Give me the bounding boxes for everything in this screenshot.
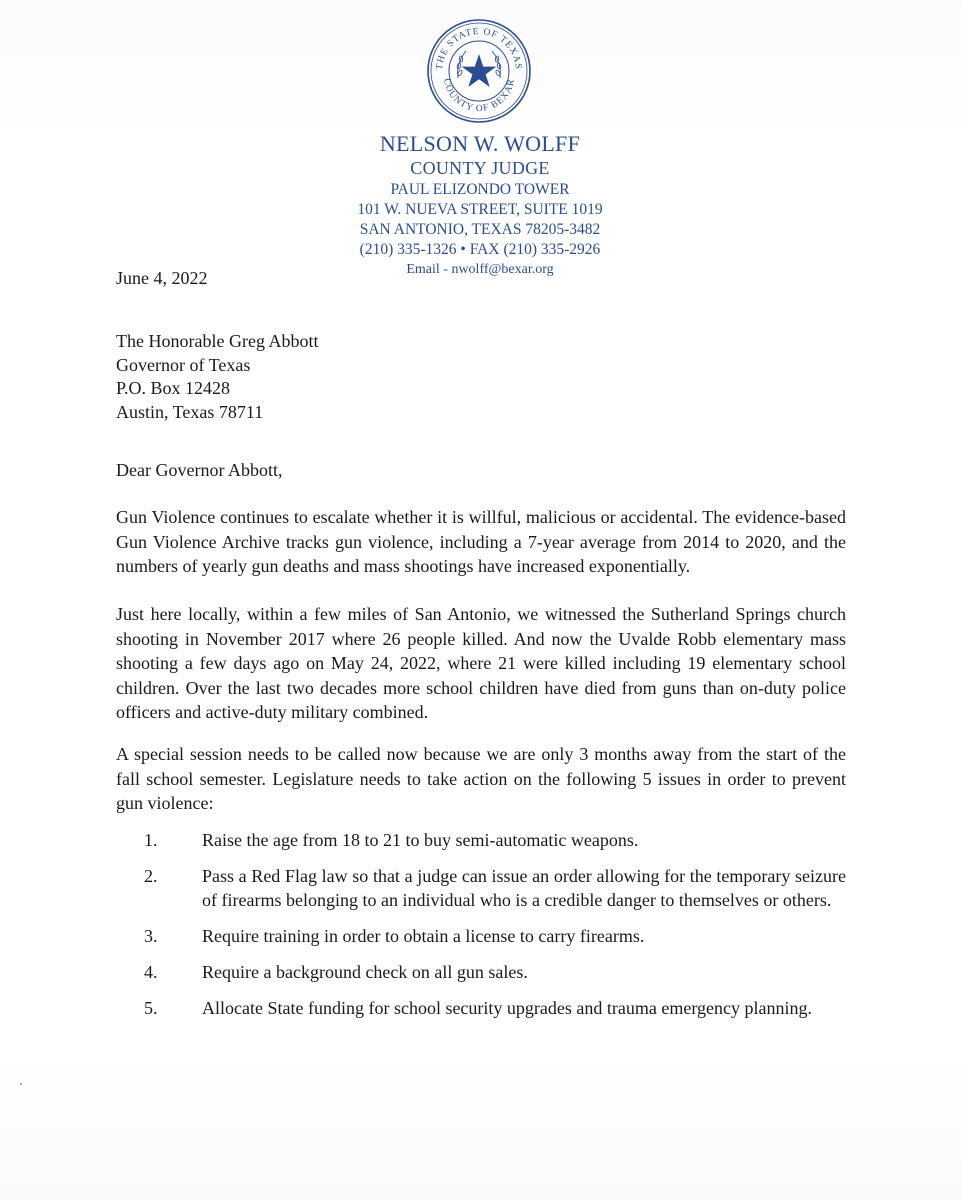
- paragraph-3: A special session needs to be called now because we are only 3 months away from the start of the fall school semester. Legislature needs to take action on the following 5 issues in order to prevent gun violence:: [116, 744, 846, 813]
- letterhead: [300, 131, 660, 280]
- county-seal-icon: [426, 18, 532, 124]
- list-item: [116, 960, 846, 984]
- seal-outer-text: THE STATE OF TEXAS: [434, 26, 524, 71]
- letterhead-city: SAN ANTONIO, TEXAS 78205-3482: [359, 221, 601, 238]
- paragraph-1: Gun Violence continues to escalate whether it is willful, malicious or accidental. The evidence-based Gun Violence Archive tracks gun violence, including a 7-year average from 2014 to 2020, and the numbers of yearly gun deaths and mass shootings have increased exponentially.: [116, 507, 846, 576]
- recipient-line: The Honorable Greg Abbott: [116, 331, 319, 351]
- seal-inner-text: COUNTY OF BEXAR: [441, 77, 517, 115]
- issues-list: [116, 828, 846, 1032]
- letter-date: June 4, 2022: [116, 268, 208, 288]
- list-item-number: 2.: [144, 866, 158, 886]
- list-item-text: Pass a Red Flag law so that a judge can issue an order allowing for the temporary seizure of firearms belonging to an individual who is a credible danger to themselves or others.: [202, 866, 846, 910]
- list-item-text: Require a background check on all gun sales.: [202, 962, 528, 982]
- list-item-number: 3.: [144, 926, 158, 946]
- list-item: [116, 996, 846, 1020]
- list-item-number: 4.: [144, 962, 158, 982]
- list-item: [116, 828, 846, 852]
- list-item: [116, 924, 846, 948]
- recipient-line: P.O. Box 12428: [116, 378, 231, 398]
- letterhead-name: NELSON W. WOLFF: [379, 131, 581, 156]
- letterhead-title: COUNTY JUDGE: [410, 158, 550, 178]
- list-item: [116, 864, 846, 912]
- list-item-text: Raise the age from 18 to 21 to buy semi-automatic weapons.: [202, 830, 639, 850]
- svg-text:COUNTY OF BEXAR: [441, 78, 517, 114]
- recipient-line: Governor of Texas: [116, 354, 251, 375]
- list-item-text: Require training in order to obtain a license to carry firearms.: [202, 926, 645, 946]
- letterhead-building: PAUL ELIZONDO TOWER: [390, 181, 570, 198]
- list-item-text: Allocate State funding for school security upgrades and trauma emergency planning.: [202, 998, 812, 1018]
- list-item-number: 1.: [144, 830, 158, 850]
- salutation: Dear Governor Abbott,: [116, 460, 283, 480]
- recipient-address: [116, 330, 318, 424]
- letterhead-street: 101 W. NUEVA STREET, SUITE 1019: [357, 201, 603, 218]
- list-item-number: 5.: [144, 998, 158, 1018]
- scan-speck: [20, 1083, 22, 1085]
- letterhead-email: Email - nwolff@bexar.org: [406, 262, 554, 277]
- letterhead-phone: (210) 335-1326 • FAX (210) 335-2926: [359, 241, 601, 258]
- recipient-line: Austin, Texas 78711: [116, 401, 264, 422]
- paragraph-2: Just here locally, within a few miles of San Antonio, we witnessed the Sutherland Springs church shooting in November 2017 where 26 people killed. And now the Uvalde Robb elementary mass shooting a few days ago on May 24, 2022, where 21 were killed including 19 elementary school children. Over the last two decades more school children have died from guns than on-duty police officers and active-duty military combined.: [116, 604, 846, 722]
